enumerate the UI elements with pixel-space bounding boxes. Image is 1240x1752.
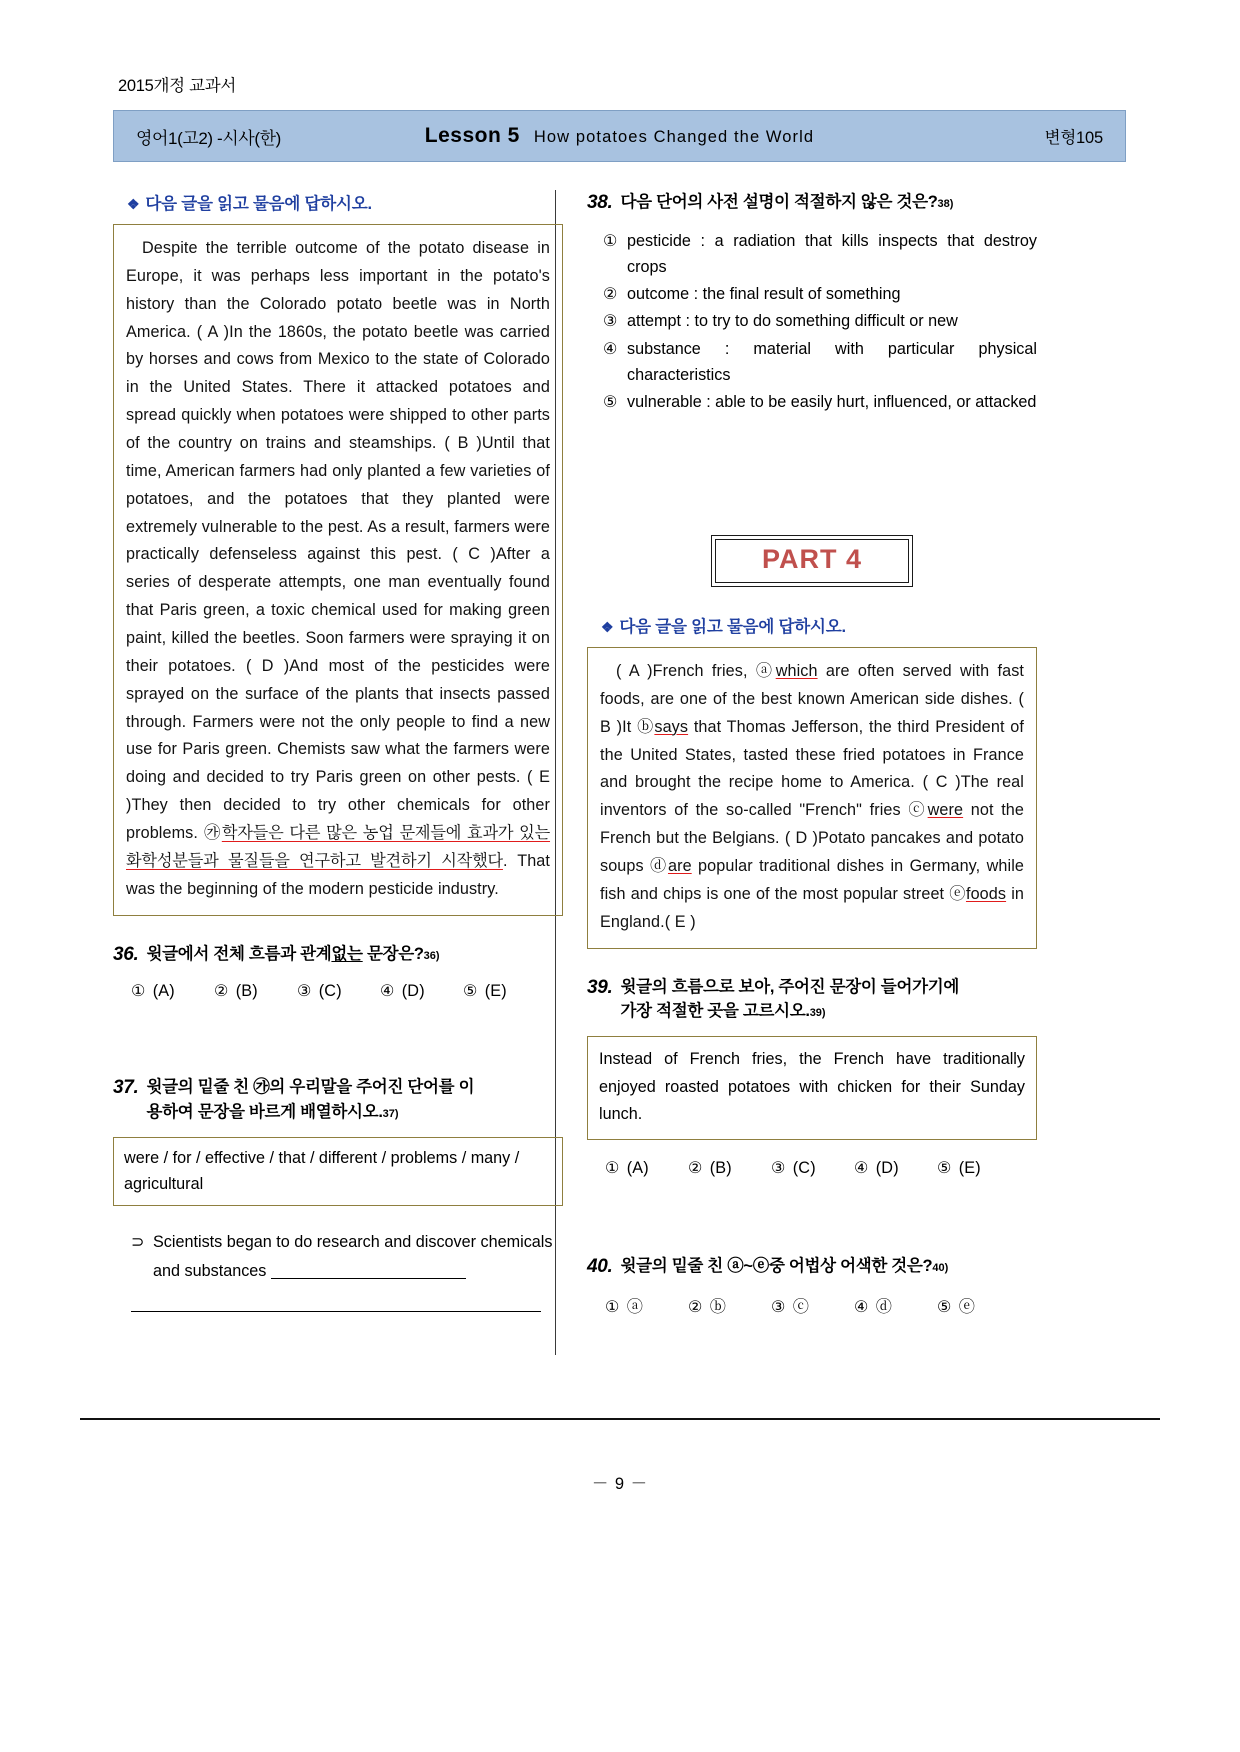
q39-choice-4-label: (D): [875, 1158, 899, 1177]
q36-stem-negative: 없는: [331, 944, 363, 963]
q40-choice-4[interactable]: [854, 1293, 937, 1317]
q40-choice-2-label: ⓑ: [709, 1298, 727, 1317]
question-36-number: 36.: [113, 943, 139, 965]
question-40-number: 40.: [587, 1255, 613, 1277]
question-38-stem: [621, 190, 1037, 215]
question-39-choices: [605, 1158, 1037, 1178]
q36-choice-1[interactable]: [131, 981, 214, 1001]
question-37-number: 37.: [113, 1077, 139, 1099]
q36-choice-2-label: (B): [235, 982, 258, 1001]
header-variant: 변형105: [1044, 129, 1103, 147]
q38-option-5-mark: ⑤: [603, 393, 618, 412]
textbook-note: 2015개정 교과서: [118, 77, 236, 95]
diamond-bullet-icon: ❖: [601, 618, 614, 635]
q40-choice-1[interactable]: [605, 1293, 688, 1317]
right-directive-text: 다음 글을 읽고 물음에 답하시오.: [619, 617, 846, 636]
q36-choice-4-label: (D): [401, 982, 425, 1001]
right-passage-seg6: in England.( E ): [600, 884, 1024, 931]
left-passage-korean-underlined: 학자들은 다른 많은 농업 문제들에 효과가 있는 화학성분들과 물질들을 연구하고 발견하기 시작했다: [126, 824, 551, 870]
q40-stem-text: 윗글의 밑줄 친 ⓐ~ⓔ중 어법상 어색한 것은?: [620, 1256, 933, 1275]
part-banner: [711, 535, 913, 587]
question-38-number: 38.: [587, 192, 613, 213]
q36-choice-4-mark: ④: [380, 982, 395, 1001]
right-passage-underline-a: which: [775, 661, 818, 680]
q38-option-5[interactable]: [603, 389, 1037, 415]
question-36-choices: [131, 981, 563, 1001]
header-lesson-title: How potatoes Changed the World: [533, 128, 815, 146]
q39-choice-3-mark: ③: [771, 1158, 786, 1177]
q39-choice-5[interactable]: [937, 1158, 1020, 1178]
q38-option-2-mark: ②: [603, 285, 618, 304]
question-37-wordbank: [113, 1137, 563, 1206]
lesson-header-bar: [113, 110, 1126, 162]
passage-marker-c: ⓒ: [908, 801, 928, 820]
q39-given-sentence: Instead of French fries, the French have traditionally enjoyed roasted potatoes with chicken for their Sunday lunch.: [599, 1050, 1025, 1124]
header-subject: 영어1(고2) -시사(한): [136, 128, 281, 148]
q36-choice-4[interactable]: [380, 981, 463, 1001]
q38-option-4-mark: ④: [603, 339, 618, 358]
right-passage-underline-c: were: [927, 801, 964, 820]
right-passage-underline-e: foods: [965, 884, 1007, 903]
q38-option-3[interactable]: [603, 308, 1037, 334]
question-38-options: [603, 228, 1037, 416]
q39-choice-4[interactable]: [854, 1158, 937, 1178]
left-column: [113, 190, 563, 1312]
question-39-given-sentence-box: [587, 1036, 1037, 1140]
question-37-stem: [147, 1075, 563, 1125]
question-39-stem: [621, 975, 1037, 1025]
answer-arrow-icon: ⊃: [131, 1233, 145, 1252]
q37-answer-prefix-text: Scientists began to do research and discover chemicals and substances: [153, 1233, 553, 1281]
q38-option-3-mark: ③: [603, 312, 618, 331]
footer-rule: [80, 1418, 1160, 1420]
right-passage-seg5: popular traditional dishes in Germany, while fish and chips is one of the most popular street: [600, 856, 1024, 903]
q39-stem-line1: 윗글의 흐름으로 보아, 주어진 문장이 들어가기에: [620, 977, 960, 996]
page-number: － 9 －: [591, 1475, 649, 1493]
left-passage-part3: . That was the beginning of the modern pesticide industry.: [126, 851, 550, 898]
q39-choice-5-mark: ⑤: [937, 1158, 952, 1177]
q39-choice-4-mark: ④: [854, 1158, 869, 1177]
q39-choice-3[interactable]: [771, 1158, 854, 1178]
question-37: [113, 1075, 563, 1311]
right-passage-seg4: not the French but the Belgians. ( D )Potato pancakes and potato soups: [600, 801, 1024, 875]
q39-choice-1-mark: ①: [605, 1158, 620, 1177]
q38-option-2-text: outcome : the final result of something: [627, 285, 901, 304]
part-banner-label: PART 4: [715, 539, 909, 583]
q37-answer-blank-2[interactable]: [131, 1287, 541, 1312]
q38-option-2[interactable]: [603, 281, 1037, 307]
q39-choice-5-label: (E): [958, 1158, 981, 1177]
left-passage-part1: Despite the terrible outcome of the potato disease in Europe, it was perhaps less important in the potato's history than the Colorado potato beetle was in North America. ( A )In the 1860s, the potato beetle was carried by horses and cows from Mexico to the state of Colorado in the United States. There it attacked potatoes and spread quickly when potatoes were shipped to other parts of the country on trains and steamships. ( B )Until that time, American farmers had only planted a few varieties of potatoes, and the potatoes that they planted were extremely vulnerable to the pest. As a result, farmers were practically defenseless against this pest. ( C )After a series of desperate attempts, one man eventually found that Paris green, a toxic chemical used for making green paint, killed the beetles. Soon farmers were spraying it on their potatoes. ( D )And most of the pesticides were sprayed on the surface of the plants that insects passed through. Farmers were not the only people to find a new use for Paris green. Chemists saw what the farmers were doing and decided to try Paris green on other pests. ( E )They then decided to try other chemicals for other problems.: [126, 239, 550, 843]
question-37-head: [113, 1075, 563, 1125]
q40-choice-4-mark: ④: [854, 1298, 869, 1317]
passage-marker-a: ⓐ: [755, 661, 776, 680]
right-passage-seg2: are often served with fast foods, are one of the best known American side dishes. ( B )It: [600, 661, 1024, 736]
diamond-bullet-icon: ❖: [127, 196, 140, 212]
passage-marker-ga: ㉮: [204, 824, 222, 843]
passage-marker-d: ⓓ: [650, 856, 668, 875]
q40-choice-1-label: ⓐ: [626, 1298, 644, 1317]
q36-choice-1-mark: ①: [131, 982, 146, 1001]
q39-choice-2[interactable]: [688, 1158, 771, 1178]
q40-choice-5-mark: ⑤: [937, 1298, 952, 1317]
q38-option-1[interactable]: [603, 228, 1037, 280]
q37-stem-line2: 용하여 문장을 바르게 배열하시오.: [146, 1103, 383, 1122]
question-39-number: 39.: [587, 976, 613, 998]
q40-choice-5-label: ⓔ: [958, 1298, 976, 1317]
question-39: [587, 975, 1037, 1178]
q39-choice-2-label: (B): [709, 1158, 732, 1177]
right-directive: [601, 613, 1037, 637]
header-center: [425, 124, 814, 148]
q38-option-3-text: attempt : to try to do something difficult or new: [627, 312, 958, 331]
q38-footnote-marker: 38): [937, 198, 954, 210]
q39-footnote-marker: 39): [809, 1007, 826, 1020]
question-40-head: [587, 1254, 1037, 1280]
question-38: [587, 190, 1037, 415]
left-directive: [127, 190, 563, 214]
q38-option-1-mark: ①: [603, 231, 618, 250]
q39-choice-1-label: (A): [626, 1158, 649, 1177]
q36-choice-5-label: (E): [484, 982, 507, 1001]
question-36-stem: [147, 942, 563, 967]
q38-option-4[interactable]: [603, 336, 1037, 388]
q36-stem-after: 문장은?: [362, 944, 424, 963]
q37-answer-prefix: [153, 1228, 563, 1286]
right-column: [587, 190, 1037, 1317]
q40-choice-3-mark: ③: [771, 1298, 786, 1317]
q38-option-4-text: substance : material with particular physical characteristics: [627, 339, 1037, 384]
left-passage-box: [113, 224, 563, 916]
question-40-choices: [605, 1293, 1037, 1317]
q40-choice-1-mark: ①: [605, 1298, 620, 1317]
right-passage-seg1: ( A )French fries,: [616, 661, 756, 680]
q39-stem-line2: 가장 적절한 곳을 고르시오.: [620, 1002, 810, 1021]
part-banner-wrap: [587, 535, 1037, 587]
q38-option-5-text: vulnerable : able to be easily hurt, influenced, or attacked: [627, 393, 1037, 412]
q40-choice-2-mark: ②: [688, 1298, 703, 1317]
question-39-head: [587, 975, 1037, 1025]
q38-stem-text: 다음 단어의 사전 설명이 적절하지 않은 것은?: [620, 193, 938, 211]
q36-choice-3-label: (C): [318, 982, 342, 1001]
q40-choice-3-label: ⓒ: [792, 1298, 810, 1317]
q37-footnote-marker: 37): [382, 1108, 399, 1121]
left-directive-text: 다음 글을 읽고 물음에 답하시오.: [145, 195, 372, 213]
q36-footnote-marker: 36): [423, 949, 440, 962]
q36-choice-5-mark: ⑤: [463, 982, 478, 1001]
q36-choice-2[interactable]: [214, 981, 297, 1001]
q39-choice-1[interactable]: [605, 1158, 688, 1178]
question-37-answer-line: [131, 1228, 563, 1286]
q40-choice-5[interactable]: [937, 1293, 1020, 1317]
q36-choice-5[interactable]: [463, 981, 546, 1001]
q37-wordbank-text: were / for / effective / that / different / problems / many / agricultural: [124, 1148, 520, 1193]
passage-marker-e: ⓔ: [949, 884, 966, 903]
q36-choice-3[interactable]: [297, 981, 380, 1001]
q40-choice-4-label: ⓓ: [875, 1298, 893, 1317]
q39-choice-2-mark: ②: [688, 1158, 703, 1177]
header-lesson-label: Lesson 5: [424, 124, 520, 147]
question-38-head: [587, 190, 1037, 216]
question-40: [587, 1254, 1037, 1318]
q37-stem-line1: 윗글의 밑줄 친 ㉮의 우리말을 주어진 단어를 이: [146, 1078, 475, 1097]
question-40-stem: [621, 1254, 1037, 1279]
q36-choice-3-mark: ③: [297, 982, 312, 1001]
q36-stem-before: 윗글에서 전체 흐름과 관계: [146, 944, 332, 963]
q40-choice-3[interactable]: [771, 1293, 854, 1317]
q36-choice-2-mark: ②: [214, 982, 229, 1001]
right-passage-underline-b: says: [654, 717, 689, 736]
right-passage-underline-d: are: [667, 856, 692, 875]
q39-choice-3-label: (C): [792, 1158, 816, 1177]
right-passage-seg3: that Thomas Jefferson, the third President of the United States, tasted these fried potatoes in France and brought the recipe home to America. ( C )The real inventors of the so-called "French" fries: [600, 717, 1024, 820]
question-36-head: [113, 942, 563, 968]
q36-choice-1-label: (A): [152, 982, 175, 1001]
q38-option-1-text: pesticide : a radiation that kills inspects that destroy crops: [627, 231, 1037, 276]
right-passage-box: [587, 647, 1037, 949]
q40-choice-2[interactable]: [688, 1293, 771, 1317]
question-36: [113, 942, 563, 1002]
passage-marker-b: ⓑ: [637, 717, 655, 736]
q37-answer-blank-1[interactable]: [271, 1278, 466, 1279]
q40-footnote-marker: 40): [932, 1261, 949, 1274]
